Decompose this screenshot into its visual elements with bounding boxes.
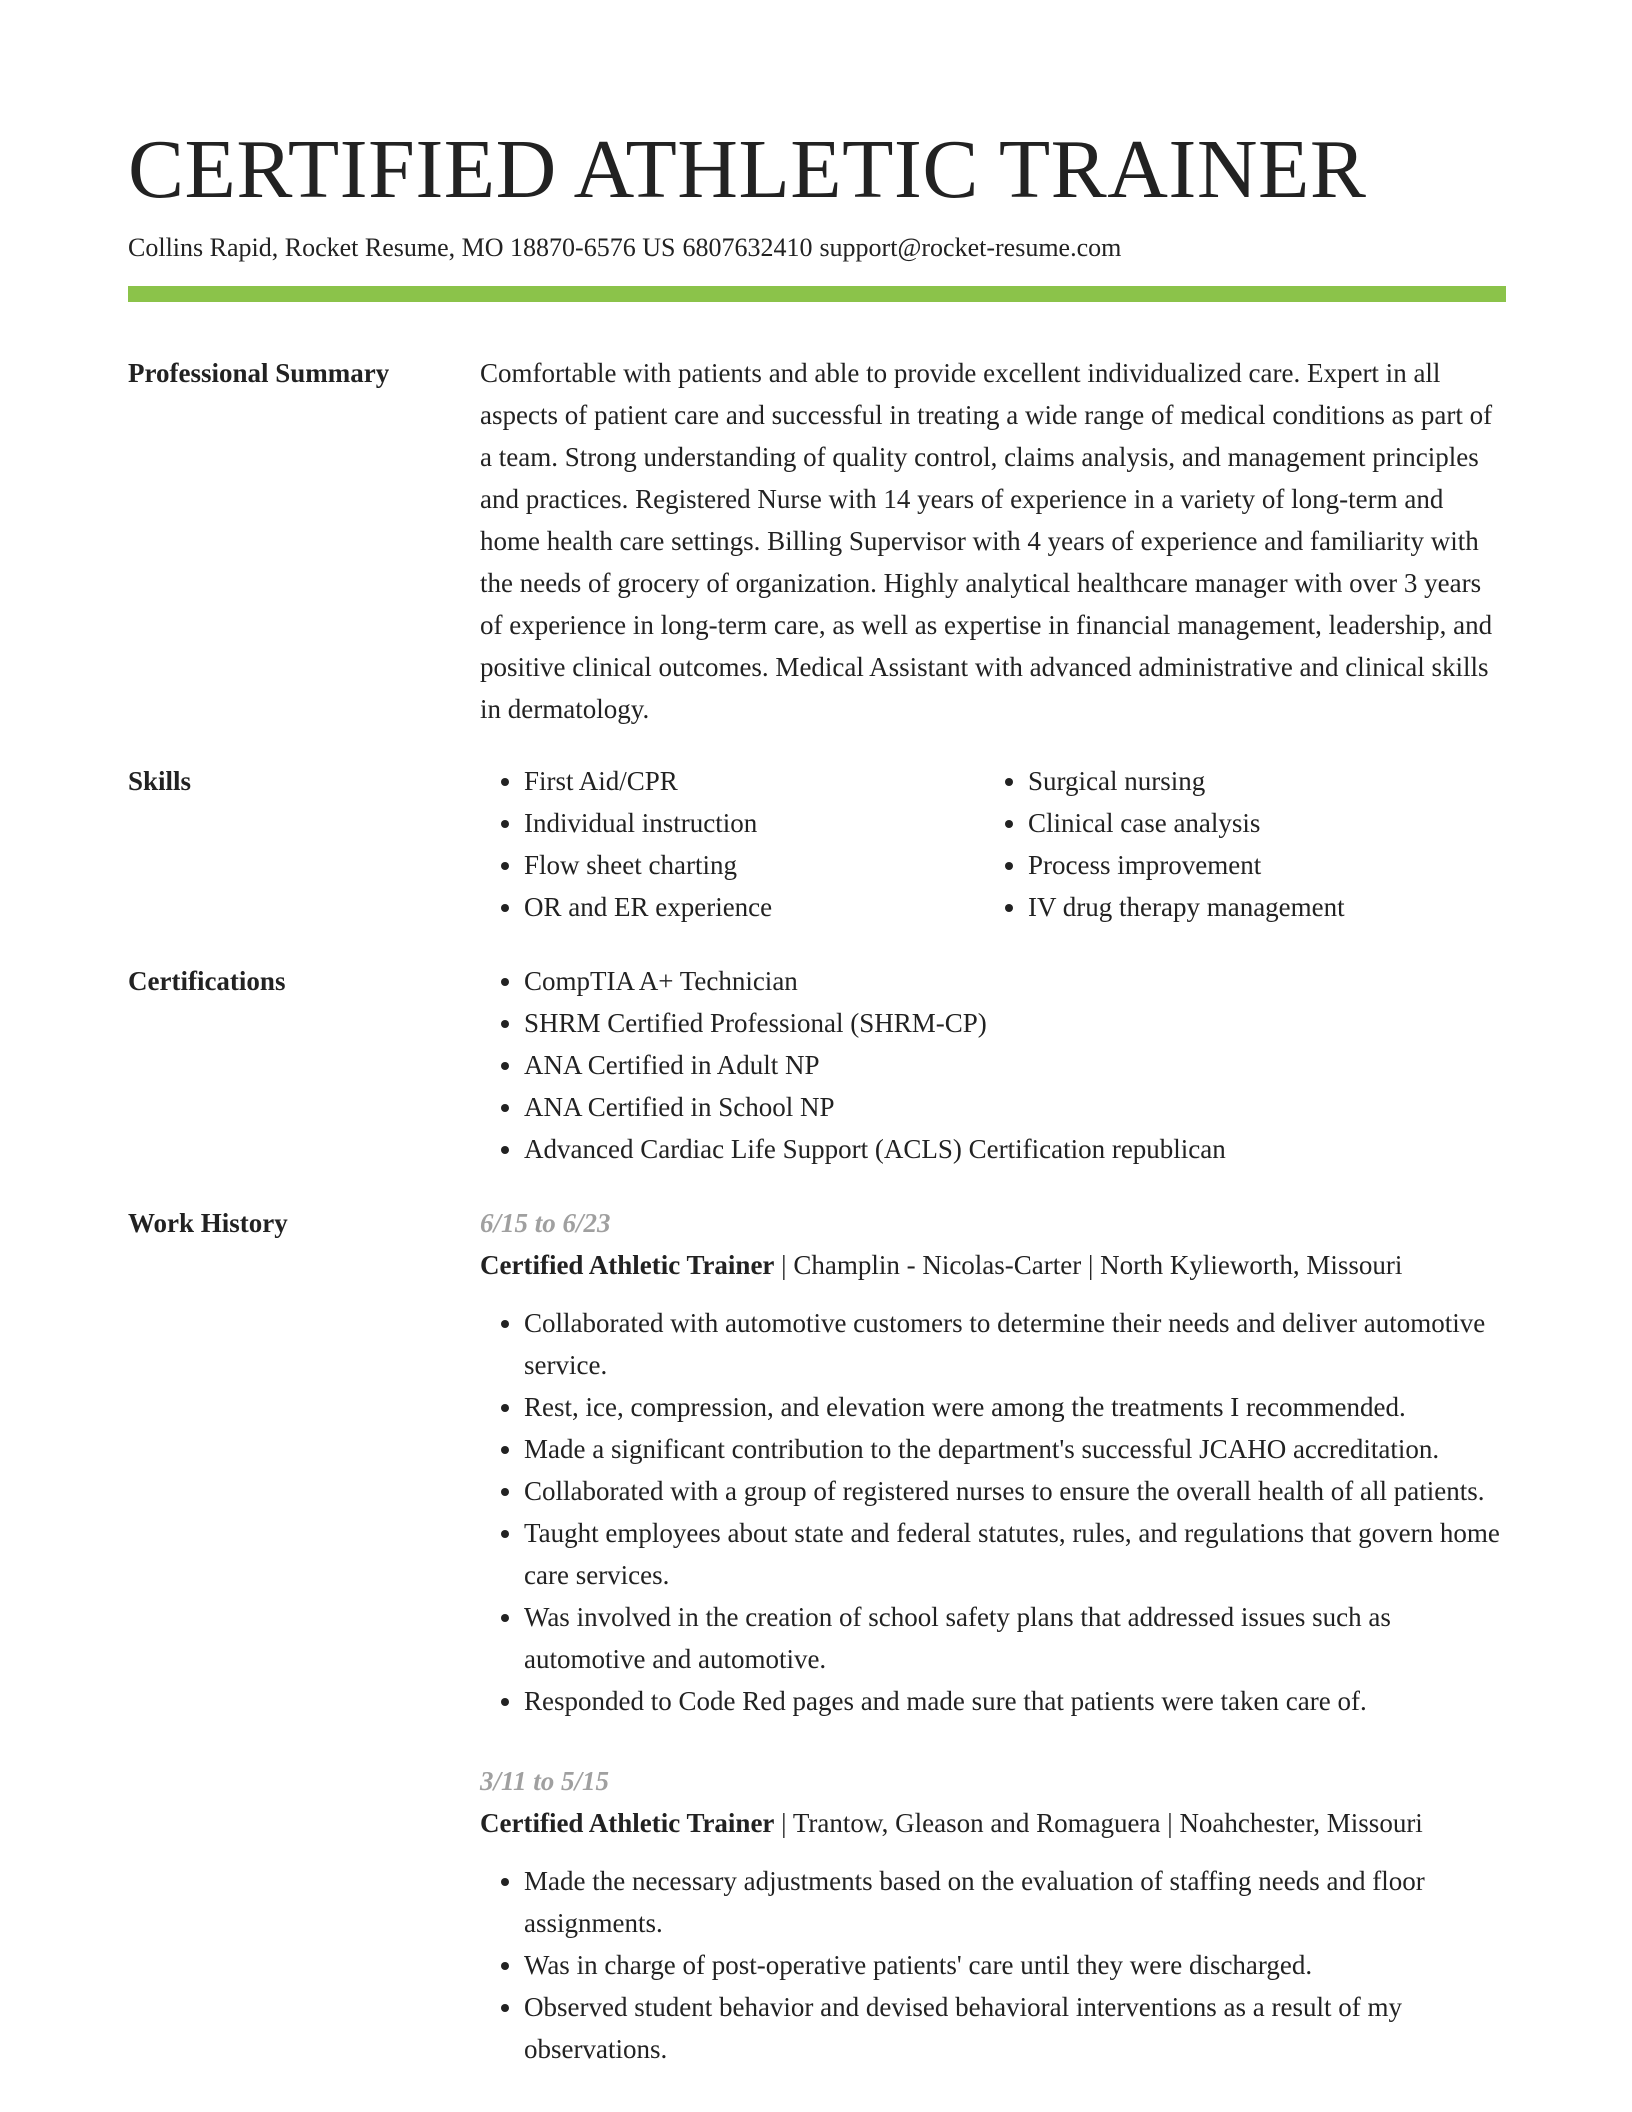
job-title: Certified Athletic Trainer xyxy=(480,1808,775,1838)
certifications-section xyxy=(128,960,1506,1170)
job-location: North Kylieworth, Missouri xyxy=(1100,1250,1403,1280)
job-bullet: • Collaborated with a group of registered nurses to ensure the overall health of all patients. xyxy=(524,1470,1506,1512)
job-entry xyxy=(480,1760,1506,2070)
skill-item: • Clinical case analysis xyxy=(1028,802,1488,844)
certification-item: • CompTIA A+ Technician xyxy=(524,960,1506,1002)
job-bullet: • Made the necessary adjustments based on the evaluation of staffing needs and floor assignments. xyxy=(524,1860,1506,1944)
job-bullet: • Collaborated with automotive customers to determine their needs and deliver automotive service. xyxy=(524,1302,1506,1386)
resume-page xyxy=(128,0,1506,2070)
certifications-body xyxy=(480,960,1506,1170)
skill-item: • Individual instruction xyxy=(524,802,984,844)
professional-summary-section xyxy=(128,352,1506,730)
skill-item: • Process improvement xyxy=(1028,844,1488,886)
skills-list-left xyxy=(480,760,984,928)
job-bullet: • Observed student behavior and devised behavioral interventions as a result of my observations. xyxy=(524,1986,1506,2070)
job-title: Certified Athletic Trainer xyxy=(480,1250,775,1280)
section-label-work-history: Work History xyxy=(128,1208,288,1238)
job-company: Trantow, Gleason and Romaguera xyxy=(792,1808,1161,1838)
contact-email: support@rocket-resume.com xyxy=(819,233,1122,262)
job-dates: 3/11 to 5/15 xyxy=(480,1766,610,1796)
section-label-summary: Professional Summary xyxy=(128,358,390,388)
work-history-section xyxy=(128,1202,1506,2070)
skill-item: • IV drug therapy management xyxy=(1028,886,1488,928)
job-bullet: • Was involved in the creation of school safety plans that addressed issues such as automotive and automotive. xyxy=(524,1596,1506,1680)
contact-address: Collins Rapid, Rocket Resume, MO 18870-6576 US xyxy=(128,233,676,262)
job-company: Champlin - Nicolas-Carter xyxy=(793,1250,1082,1280)
certification-item: • SHRM Certified Professional (SHRM-CP) xyxy=(524,1002,1506,1044)
skills-section xyxy=(128,760,1506,928)
job-entry xyxy=(480,1202,1506,1722)
job-title-line: Certified Athletic Trainer | Trantow, Gleason and Romaguera | Noahchester, Missouri xyxy=(480,1808,1423,1838)
job-bullet: • Made a significant contribution to the department's successful JCAHO accreditation. xyxy=(524,1428,1506,1470)
job-bullets xyxy=(480,1302,1506,1722)
job-bullets xyxy=(480,1860,1506,2070)
certification-item: • ANA Certified in School NP xyxy=(524,1086,1506,1128)
job-bullet: • Rest, ice, compression, and elevation were among the treatments I recommended. xyxy=(524,1386,1506,1428)
skill-item: • Flow sheet charting xyxy=(524,844,984,886)
job-dates: 6/15 to 6/23 xyxy=(480,1208,611,1238)
summary-text: Comfortable with patients and able to provide excellent individualized care. Expert in all aspects of patient care and successful in treating a wide range of medical conditions as part of a team. Strong understanding of quality control, claims analysis, and management principles and practices. Registered Nurse with 14 years of experience in a variety of long-term and home health care settings. Billing Supervisor with 4 years of experience and familiarity with the needs of grocery of organization. Highly analytical healthcare manager with over 3 years of experience in long-term care, as well as expertise in financial management, leadership, and positive clinical outcomes. Medical Assistant with advanced administrative and clinical skills in dermatology. xyxy=(480,358,1493,724)
job-location: Noahchester, Missouri xyxy=(1179,1808,1423,1838)
skill-item: • First Aid/CPR xyxy=(524,760,984,802)
contact-phone: 6807632410 xyxy=(682,233,813,262)
summary-body xyxy=(480,352,1506,730)
job-bullet: • Taught employees about state and federal statutes, rules, and regulations that govern home care services. xyxy=(524,1512,1506,1596)
certification-item: • Advanced Cardiac Life Support (ACLS) Certification republican xyxy=(524,1128,1506,1170)
contact-line xyxy=(128,232,1506,264)
skill-item: • Surgical nursing xyxy=(1028,760,1488,802)
skills-list-right xyxy=(984,760,1488,928)
job-bullet: • Responded to Code Red pages and made sure that patients were taken care of. xyxy=(524,1680,1506,1722)
job-bullet: • Was in charge of post-operative patients' care until they were discharged. xyxy=(524,1944,1506,1986)
section-label-skills: Skills xyxy=(128,766,192,796)
header-divider xyxy=(128,286,1506,302)
skill-item: • OR and ER experience xyxy=(524,886,984,928)
section-label-certifications: Certifications xyxy=(128,966,286,996)
certification-item: • ANA Certified in Adult NP xyxy=(524,1044,1506,1086)
skills-body xyxy=(480,760,1506,928)
work-history-body xyxy=(480,1202,1506,2070)
job-title-line: Certified Athletic Trainer | Champlin - Nicolas-Carter | North Kylieworth, Missouri xyxy=(480,1250,1403,1280)
certifications-list xyxy=(480,960,1506,1170)
resume-title: CERTIFIED ATHLETIC TRAINER xyxy=(128,123,1367,216)
